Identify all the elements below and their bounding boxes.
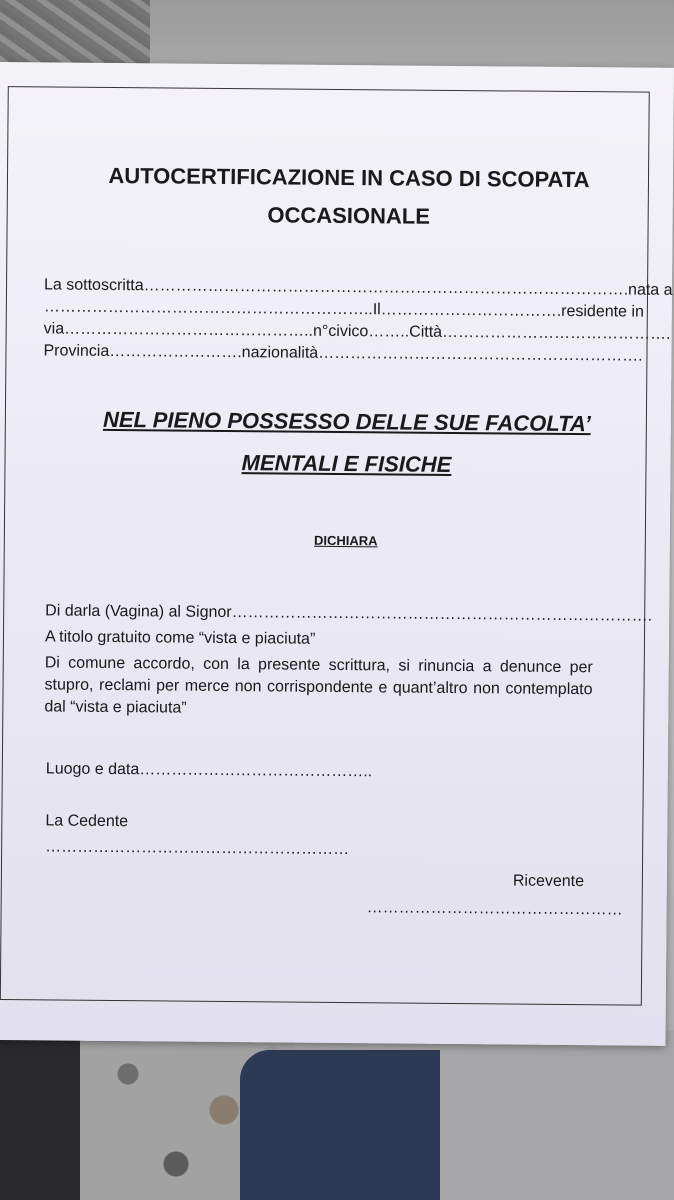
field-date-residence: ……………………………………………………..Il…………………………….residente in (43, 298, 644, 321)
statement-2: A titolo gratuito come “vista e piaciuta” (44, 628, 316, 648)
title-line-1: AUTOCERTIFICAZIONE IN CASO DI SCOPATA (108, 162, 590, 193)
subheading-line-2: MENTALI E FISICHE (241, 450, 452, 477)
field-address: via………………………………………..n°civico……..Città……………………………………. (43, 320, 671, 343)
statement-3: Di comune accordo, con la presente scrittura, si rinuncia a denunce per stupro, reclami per merce non corrispondente e quant’altro non contemplato dal “vista e piaciuta” (44, 654, 593, 717)
field-province: Provincia…………………….nazionalità……………………………………………………. (43, 342, 643, 365)
document-body (0, 62, 674, 1046)
statement-1: Di darla (Vagina) al Signor……………………………………………………………………. (45, 602, 653, 625)
ricevente-label: Ricevente (512, 872, 585, 891)
floor-background (0, 0, 150, 70)
jeans-leg (240, 1050, 440, 1200)
subheading (36, 398, 657, 487)
subheading-line-1: NEL PIENO POSSESSO DELLE SUE FACOLTA’ (102, 406, 591, 437)
field-sottoscritta: La sottoscritta……………………………………………………………………………….nata a (43, 276, 673, 299)
title-line-2: OCCASIONALE (267, 202, 431, 229)
declaration-label: DICHIARA (313, 532, 378, 549)
ricevente-signature-line: ………………………………………… (366, 899, 623, 919)
paper-sheet (0, 62, 674, 1046)
cedente-signature-line: ………………………………………………… (45, 838, 350, 859)
document-title (39, 156, 660, 237)
place-date-field: Luogo e data…………………………………….. (45, 760, 373, 781)
cedente-label: La Cedente (45, 812, 129, 831)
